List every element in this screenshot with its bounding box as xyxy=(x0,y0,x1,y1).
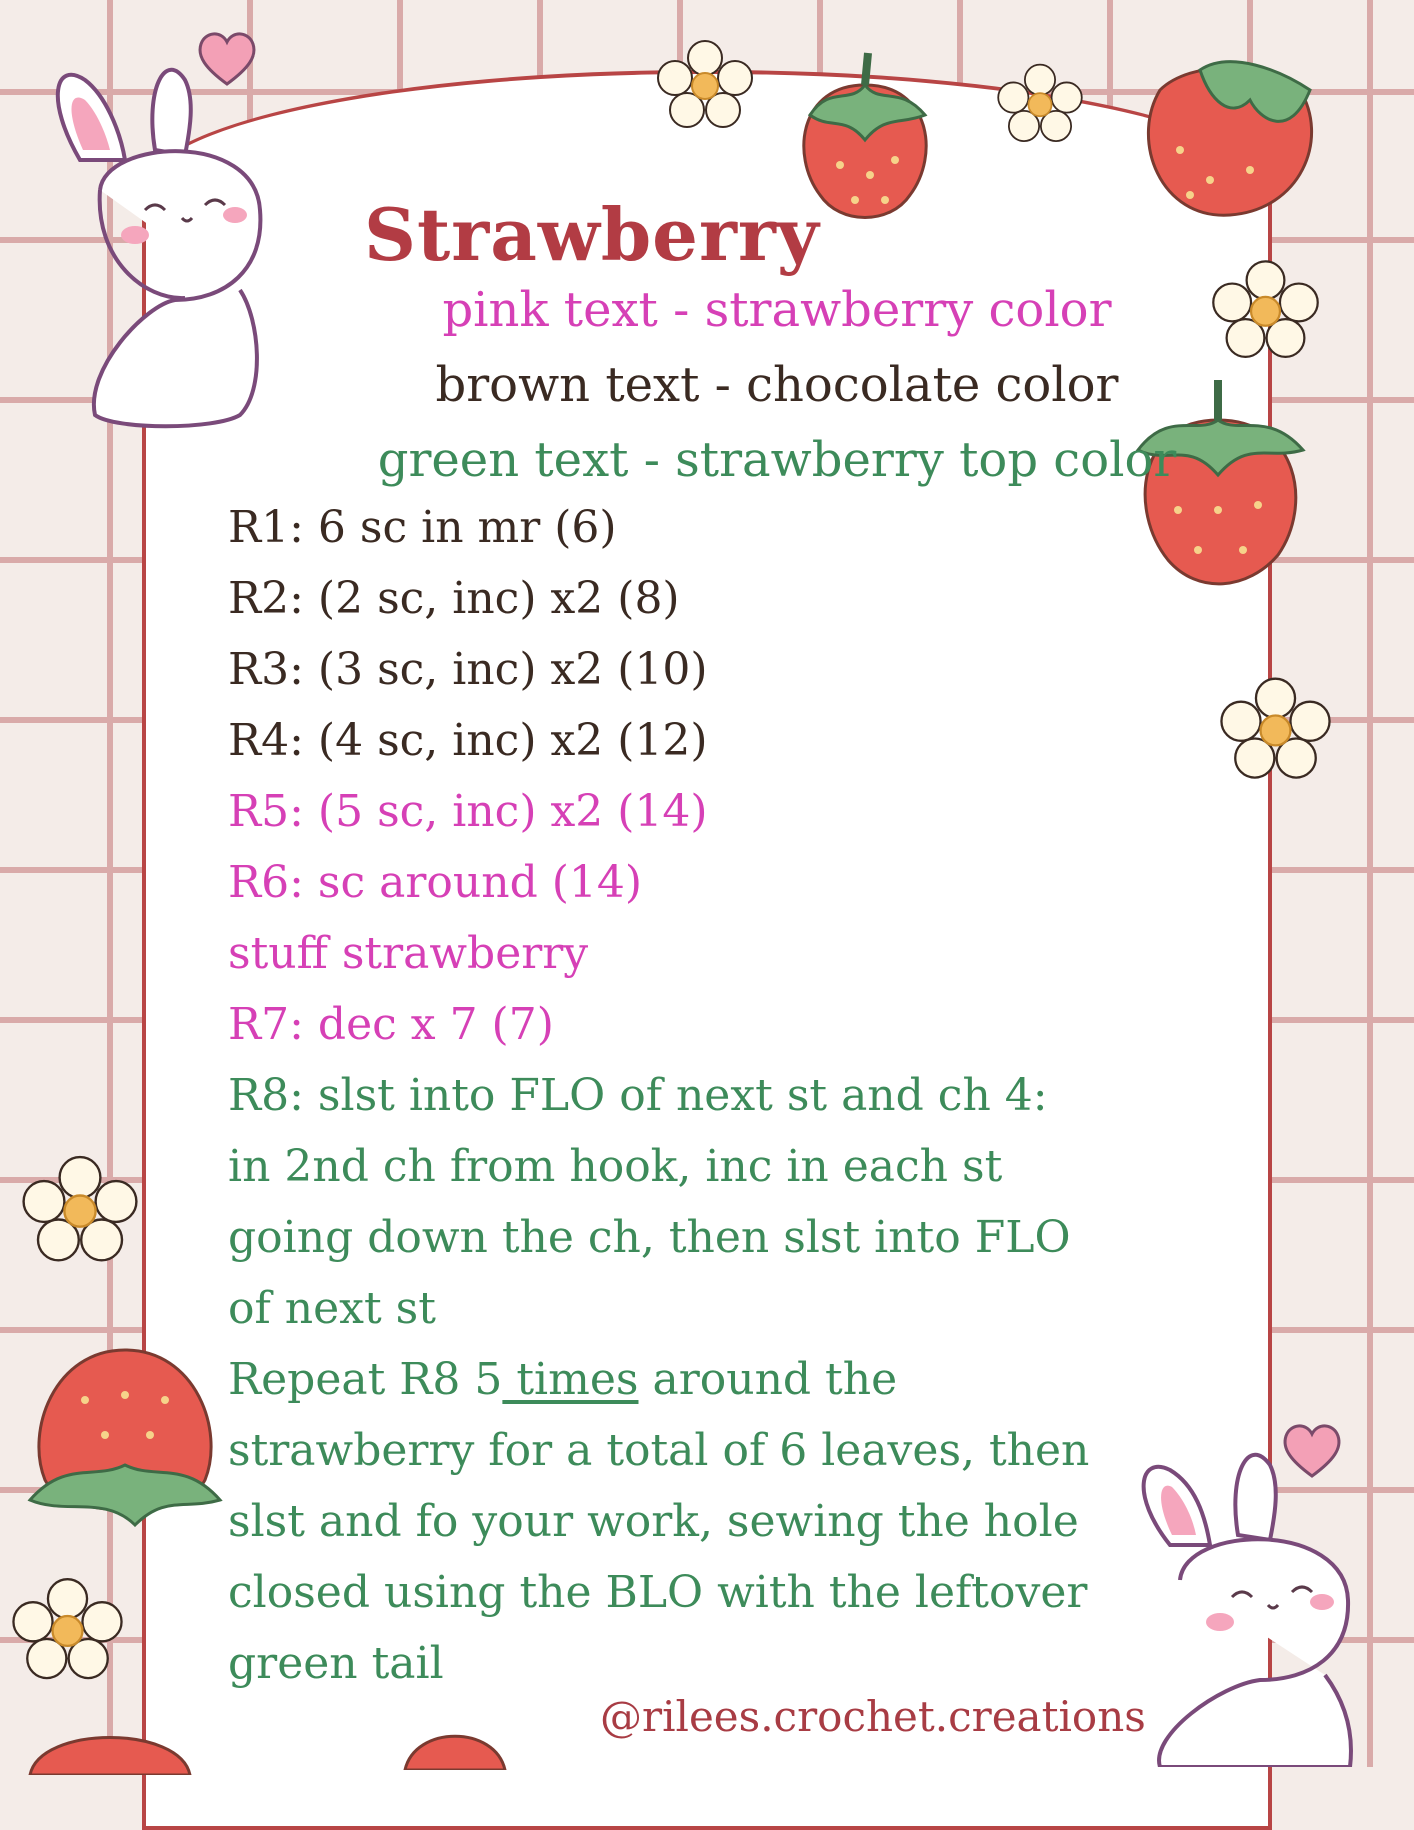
legend-green: green text - strawberry top color xyxy=(377,432,1177,488)
bunny-icon xyxy=(1110,1425,1360,1767)
strawberry-icon xyxy=(1118,380,1318,600)
repeat-prefix: Repeat R8 5 xyxy=(228,1354,503,1405)
row-r8-line2: in 2nd ch from hook, inc in each st xyxy=(228,1141,1003,1192)
row-r3: R3: (3 sc, inc) x2 (10) xyxy=(228,644,708,695)
row-r2: R2: (2 sc, inc) x2 (8) xyxy=(228,573,680,624)
creator-handle: @rilees.crochet.creations xyxy=(600,1692,1146,1741)
legend-brown: brown text - chocolate color xyxy=(435,357,1119,413)
row-repeat-line2: strawberry for a total of 6 leaves, then xyxy=(228,1425,1090,1476)
row-r8-line3: going down the ch, then slst into FLO xyxy=(228,1212,1071,1263)
row-r8-line4: of next st xyxy=(228,1283,436,1334)
repeat-times: times xyxy=(502,1354,639,1405)
page-title: Strawberry xyxy=(364,192,820,277)
row-r6: R6: sc around (14) xyxy=(228,857,643,908)
flower-icon xyxy=(995,62,1085,142)
row-repeat-line1 xyxy=(228,1354,897,1405)
row-stuff: stuff strawberry xyxy=(228,928,589,979)
row-r8-line1: R8: slst into FLO of next st and ch 4: xyxy=(228,1070,1048,1121)
flower-icon xyxy=(10,1575,125,1680)
strawberry-icon xyxy=(400,1725,510,1770)
strawberry-icon xyxy=(25,1340,225,1560)
row-r7: R7: dec x 7 (7) xyxy=(228,999,554,1050)
strawberry-icon xyxy=(1120,30,1340,230)
row-repeat-line3: slst and fo your work, sewing the hole xyxy=(228,1496,1079,1547)
row-repeat-line4: closed using the BLO with the leftover xyxy=(228,1567,1088,1618)
legend-pink: pink text - strawberry color xyxy=(442,282,1112,338)
row-r4: R4: (4 sc, inc) x2 (12) xyxy=(228,715,708,766)
repeat-suffix: around the xyxy=(638,1354,898,1405)
strawberry-icon xyxy=(20,1715,200,1775)
flower-icon xyxy=(20,1150,140,1265)
flower-icon xyxy=(655,38,755,128)
row-r5: R5: (5 sc, inc) x2 (14) xyxy=(228,786,708,837)
flower-icon xyxy=(1218,672,1333,782)
row-r1: R1: 6 sc in mr (6) xyxy=(228,502,617,553)
row-repeat-line5: green tail xyxy=(228,1638,444,1689)
